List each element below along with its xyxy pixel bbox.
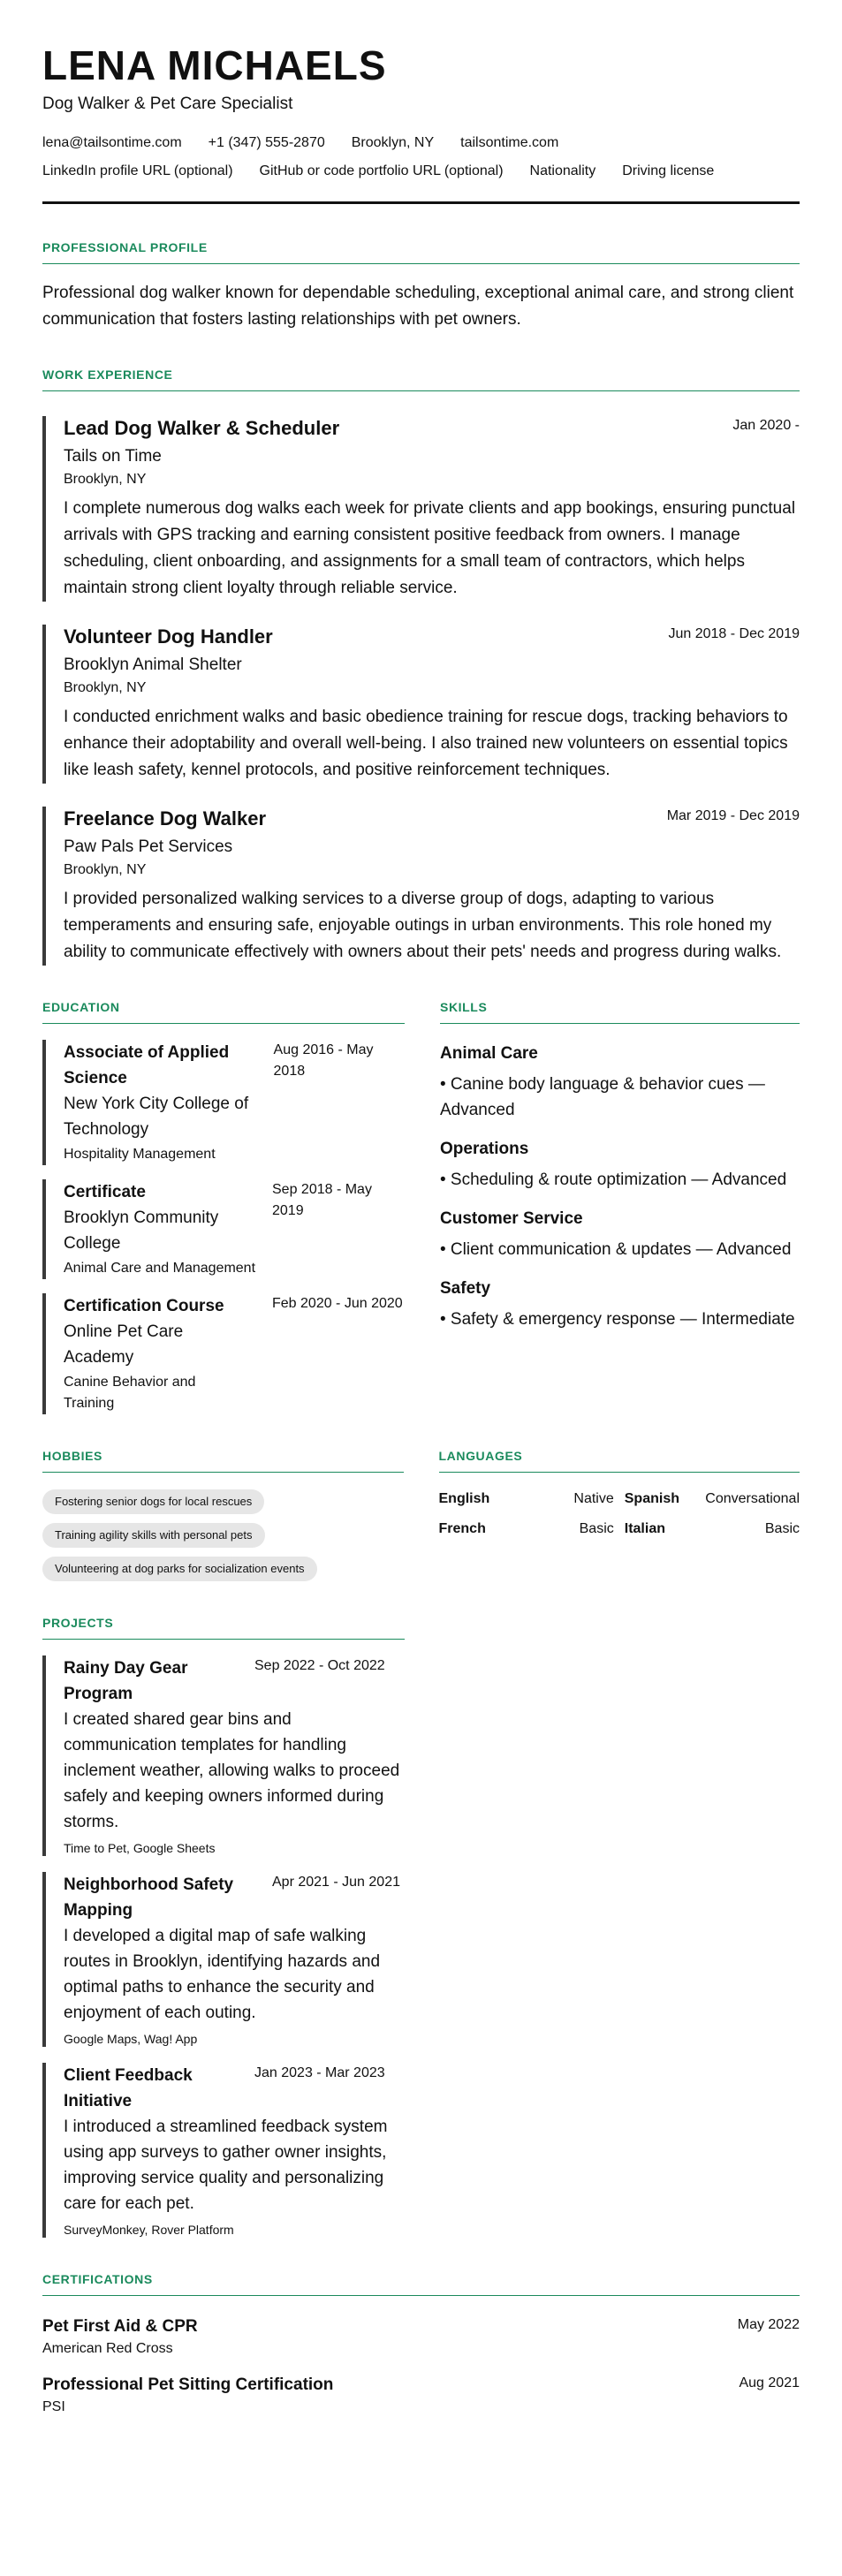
- degree-name: Associate of Applied Science: [64, 1043, 230, 1087]
- project-description: I developed a digital map of safe walking routes in Brooklyn, identifying hazards and optimal paths to enhance the security and enjoyment of each outing.: [64, 1927, 381, 2022]
- education-section: [42, 999, 405, 1414]
- project-name: Client Feedback Initiative: [64, 2066, 193, 2110]
- header-divider: [42, 201, 800, 204]
- job-date: Jun 2018 - Dec 2019: [668, 626, 800, 641]
- certification-date: Aug 2021: [739, 2375, 800, 2390]
- projects-section: [42, 1615, 405, 2238]
- contact-row: [42, 134, 800, 152]
- company-name: Paw Pals Pet Services: [64, 837, 233, 856]
- language-level: Basic: [764, 1521, 800, 1536]
- skill-category-name: Animal Care: [440, 1044, 538, 1063]
- candidate-title: Dog Walker & Pet Care Specialist: [42, 95, 293, 113]
- links-row: [42, 163, 800, 180]
- education-date: Feb 2020 - Jun 2020: [272, 1296, 403, 1311]
- driving-license-text: Driving license: [622, 163, 715, 178]
- project-entry: [42, 2063, 405, 2238]
- language-item: [625, 1519, 800, 1539]
- hobby-chip: Fostering senior dogs for local rescues: [42, 1489, 264, 1514]
- job-title: Freelance Dog Walker: [64, 807, 267, 830]
- project-description: I created shared gear bins and communication templates for handling inclement weather, allowing walks to proceed safely and keeping owners informed during storms.: [64, 1710, 400, 1831]
- job-title: Lead Dog Walker & Scheduler: [64, 417, 340, 439]
- section-divider: [42, 1023, 405, 1024]
- language-item: [439, 1519, 614, 1539]
- section-title-education: EDUCATION: [42, 1000, 120, 1014]
- phone-number[interactable]: +1 (347) 555-2870: [208, 135, 325, 150]
- job-date: Jan 2020 -: [732, 418, 800, 433]
- company-name: Tails on Time: [64, 447, 162, 466]
- location-text: Brooklyn, NY: [351, 135, 435, 150]
- experience-section: [42, 367, 800, 966]
- skills-section: [440, 999, 800, 1414]
- language-item: [625, 1489, 800, 1509]
- section-title-projects: PROJECTS: [42, 1616, 114, 1630]
- skill-category-name: Safety: [440, 1279, 491, 1298]
- experience-entry: [42, 807, 800, 966]
- hobby-chip: Volunteering at dog parks for socialization events: [42, 1557, 317, 1581]
- project-name: Neighborhood Safety Mapping: [64, 1875, 234, 1920]
- school-name: Brooklyn Community College: [64, 1208, 219, 1253]
- project-entry: [42, 1655, 405, 1856]
- language-name: English: [438, 1491, 490, 1506]
- certification-name: Professional Pet Sitting Certification: [42, 2375, 334, 2394]
- certification-issuer: American Red Cross: [42, 2341, 173, 2356]
- school-name: Online Pet Care Academy: [64, 1322, 184, 1367]
- website-link[interactable]: tailsontime.com: [460, 135, 559, 150]
- job-description: I conducted enrichment walks and basic obedience training for rescue dogs, tracking behaviors to enhance their adoptability and overall well-being. I also trained new volunteers on essential topics like leash safety, kennel protocols, and positive reinforcement techniques.: [64, 708, 788, 779]
- field-of-study: Canine Behavior and Training: [64, 1375, 196, 1411]
- school-name: New York City College of Technology: [64, 1095, 249, 1139]
- degree-name: Certificate: [64, 1183, 146, 1201]
- section-title-hobbies: HOBBIES: [42, 1449, 102, 1463]
- project-name: Rainy Day Gear Program: [64, 1659, 188, 1703]
- language-level: Basic: [579, 1521, 614, 1536]
- project-date: Apr 2021 - Jun 2021: [272, 1875, 400, 1890]
- field-of-study: Hospitality Management: [64, 1147, 216, 1162]
- skill-item: • Scheduling & route optimization — Advanced: [440, 1171, 787, 1189]
- hobbies-languages-row: [42, 1448, 800, 1581]
- company-name: Brooklyn Animal Shelter: [64, 655, 242, 674]
- section-divider: [42, 390, 800, 391]
- certification-entry: [42, 2315, 800, 2358]
- project-entry: [42, 1872, 405, 2047]
- project-tools: Time to Pet, Google Sheets: [64, 1841, 216, 1855]
- skill-item: • Safety & emergency response — Intermediate: [440, 1310, 795, 1329]
- certification-name: Pet First Aid & CPR: [42, 2317, 198, 2336]
- education-date: Sep 2018 - May 2019: [272, 1182, 372, 1218]
- job-location: Brooklyn, NY: [64, 680, 147, 695]
- github-link[interactable]: GitHub or code portfolio URL (optional): [259, 163, 504, 178]
- field-of-study: Animal Care and Management: [64, 1261, 256, 1276]
- experience-entry: [42, 416, 800, 602]
- language-name: French: [438, 1521, 486, 1536]
- skill-item: • Client communication & updates — Advanced: [440, 1240, 792, 1259]
- education-entry: [42, 1179, 405, 1279]
- skill-category: [440, 1139, 800, 1193]
- job-title: Volunteer Dog Handler: [64, 625, 273, 648]
- language-level: Native: [573, 1491, 614, 1506]
- language-item: [439, 1489, 614, 1509]
- section-title-profile: PROFESSIONAL PROFILE: [42, 240, 208, 254]
- certification-issuer: PSI: [42, 2399, 65, 2414]
- language-name: Spanish: [624, 1491, 679, 1506]
- section-divider: [440, 1023, 800, 1024]
- section-divider: [42, 2295, 800, 2296]
- job-description: I complete numerous dog walks each week for private clients and app bookings, ensuring punctual arrivals with GPS tracking and earning consistent positive feedback from owners. I manage scheduling, client onboarding, and assignments for a small team of contractors, which helps maintain strong client loyalty through reliable service.: [64, 499, 796, 597]
- job-date: Mar 2019 - Dec 2019: [666, 808, 800, 823]
- skill-item: • Canine body language & behavior cues — Advanced: [440, 1075, 765, 1119]
- project-date: Jan 2023 - Mar 2023: [254, 2065, 385, 2080]
- skill-category: [440, 1043, 800, 1123]
- degree-name: Certification Course: [64, 1297, 224, 1315]
- section-title-experience: WORK EXPERIENCE: [42, 367, 173, 382]
- section-title-skills: SKILLS: [440, 1000, 488, 1014]
- section-divider: [439, 1472, 800, 1473]
- certification-date: May 2022: [737, 2317, 800, 2332]
- certifications-section: [42, 2271, 800, 2416]
- skill-category-name: Operations: [440, 1140, 529, 1158]
- section-divider: [42, 263, 800, 264]
- project-tools: SurveyMonkey, Rover Platform: [64, 2223, 234, 2237]
- section-divider: [42, 1639, 405, 1640]
- job-location: Brooklyn, NY: [64, 472, 147, 487]
- job-description: I provided personalized walking services to a diverse group of dogs, adapting to various temperaments and ensuring safe, enjoyable outings in urban environments. This role honed my ability to communicate effectively with owners about their pets' needs and progress during walks.: [64, 890, 782, 961]
- education-date: Aug 2016 - May 2018: [273, 1042, 374, 1079]
- skill-category: [440, 1278, 800, 1332]
- education-entry: [42, 1293, 405, 1414]
- skill-category-name: Customer Service: [440, 1209, 583, 1228]
- hobbies-section: [42, 1448, 404, 1581]
- hobby-chip: Training agility skills with personal pets: [42, 1523, 265, 1548]
- skill-category: [440, 1208, 800, 1262]
- email-link[interactable]: lena@tailsontime.com: [42, 135, 182, 150]
- project-description: I introduced a streamlined feedback system using app surveys to gather owner insights, improving service quality and personalizing care for each pet.: [64, 2118, 388, 2213]
- section-title-languages: LANGUAGES: [438, 1449, 523, 1463]
- job-location: Brooklyn, NY: [64, 862, 147, 877]
- linkedin-link[interactable]: LinkedIn profile URL (optional): [42, 163, 233, 178]
- section-title-certifications: CERTIFICATIONS: [42, 2272, 153, 2286]
- project-tools: Google Maps, Wag! App: [64, 2032, 198, 2046]
- section-divider: [42, 1472, 404, 1473]
- candidate-name: LENA MICHAELS: [42, 42, 387, 88]
- education-entry: [42, 1040, 405, 1165]
- language-level: Conversational: [705, 1491, 800, 1506]
- certification-entry: [42, 2374, 800, 2416]
- profile-section: [42, 239, 800, 333]
- project-date: Sep 2022 - Oct 2022: [254, 1658, 385, 1673]
- language-name: Italian: [624, 1521, 665, 1536]
- profile-text: Professional dog walker known for dependable scheduling, exceptional animal care, and strong client communication that fosters lasting relationships with pet owners.: [42, 284, 794, 329]
- languages-section: [439, 1448, 800, 1581]
- nationality-text: Nationality: [529, 163, 596, 178]
- education-skills-row: [42, 999, 800, 1414]
- experience-entry: [42, 625, 800, 784]
